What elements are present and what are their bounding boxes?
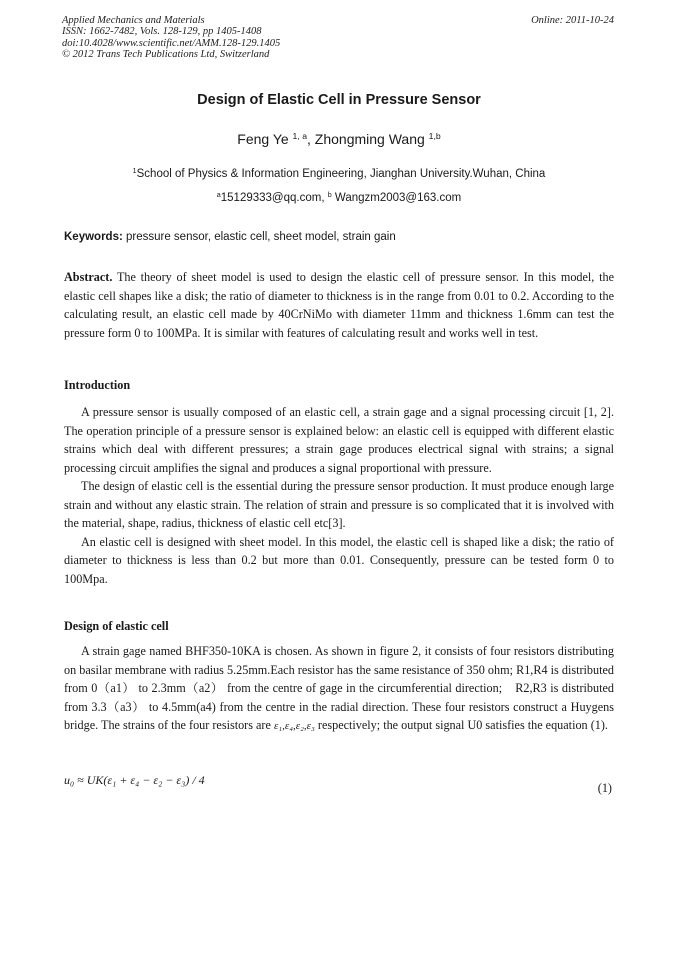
issn-line: ISSN: 1662-7482, Vols. 128-129, pp 1405-1408 xyxy=(62,26,262,38)
paragraph: The design of elastic cell is the essential during the pressure sensor production. It must produce enough large strain and without any elastic strain. The relation of strain and pressure is so complicated that it is involved with the material, shape, radius, thickness of elastic cell etc[3]. xyxy=(64,479,614,530)
keywords-label: Keywords: xyxy=(64,231,123,243)
email-link[interactable]: 15129333@qq.com xyxy=(220,192,322,204)
paper-title: Design of Elastic Cell in Pressure Sensor xyxy=(197,92,481,108)
email-link[interactable]: Wangzm2003@163.com xyxy=(334,192,462,204)
keywords-text: pressure sensor, elastic cell, sheet model, strain gain xyxy=(126,231,396,243)
equation: u₀ ≈ UK(ε₁ + ε₄ − ε₂ − ε₃) / 4 xyxy=(64,773,205,787)
author-name: Feng Ye xyxy=(237,131,289,147)
strain-symbols: ε₁,ε₄,ε₂,ε₃ xyxy=(273,720,315,732)
keywords-line xyxy=(64,231,616,243)
paragraph: A pressure sensor is usually composed of an elastic cell, a strain gage and a signal processing circuit [1, 2]. The operation principle of a pressure sensor is explained below: an elastic cell is equipped with different elastic strains which deal with different pressures; a strain gage produces electrical signal with strains; a signal processing circuit amplifies the signal and produces a signal proportional with pressure. xyxy=(64,405,614,475)
author-list: Feng Ye $^{1, a}$, Zhongming Wang $^{1,b}$ xyxy=(237,131,441,147)
author-emails: $^a$15129333@qq.com, $^b$ Wangzm2003@163.com xyxy=(216,191,462,204)
section-heading-introduction: Introduction xyxy=(64,378,131,392)
affiliation xyxy=(0,168,678,180)
copyright-line: © 2012 Trans Tech Publications Ltd, Switzerland xyxy=(62,48,270,60)
design-paragraph-tail: respectively; the output signal U0 satisfies the equation (1). xyxy=(317,718,608,732)
email-mark: a xyxy=(216,191,221,200)
online-date: Online: 2011-10-24 xyxy=(531,15,614,26)
equation-number: (1) xyxy=(597,781,612,795)
design-paragraph-text: A strain gage named BHF350-10KA is chosen. As shown in figure 2, it consists of four resistors distributing on basilar membrane with radius 5.25mm.Each resistor has the same resistance of 350 ohm; R1,R4 is distributed from 0（a1） to 2.3mm（a2） from the centre of gage in the circumferential direction; R2,R3 is distributed from 3.3（a3） to 4.5mm(a4) from the centre in the radial direction. These four resistors construct a Huygens bridge. The strains of the four resistors are xyxy=(64,644,614,732)
author-affil-mark: 1, a xyxy=(292,131,308,142)
journal-header xyxy=(62,15,614,60)
author-affil-mark: 1,b xyxy=(428,131,441,142)
abstract-paragraph xyxy=(64,268,614,342)
journal-name: Applied Mechanics and Materials xyxy=(62,15,205,26)
affiliation-mark: 1 xyxy=(132,167,137,176)
abstract-text: The theory of sheet model is used to design the elastic cell of pressure sensor. In this model, the elastic cell shapes like a disk; the ratio of diameter to thickness is in the range from 0.01 to 0.2. According to the calculating result, an elastic cell made by 40CrNiMo with diameter 11mm and thickness 1.6mm can test the pressure form 0 to 100MPa. It is similar with features of calculating result and works well in test. xyxy=(64,270,614,340)
design-section xyxy=(64,642,614,736)
paragraph xyxy=(64,642,614,736)
introduction-section xyxy=(64,403,614,588)
affiliation-text: School of Physics & Information Engineering, Jianghan University.Wuhan, China xyxy=(136,168,546,180)
abstract-label: Abstract. xyxy=(64,270,113,284)
doi-line: doi:10.4028/www.scientific.net/AMM.128-129.1405 xyxy=(62,37,281,49)
abstract-section xyxy=(64,268,614,342)
section-heading-design: Design of elastic cell xyxy=(64,619,169,633)
author-name: Zhongming Wang xyxy=(314,131,425,147)
email-mark: b xyxy=(327,191,332,200)
paragraph: An elastic cell is designed with sheet model. In this model, the elastic cell is shaped like a disk; the ratio of diameter to thickness is less than 0.2 but more than 0.01. Consequently, pressure can be tested form 0 to 100Mpa. xyxy=(64,534,614,586)
